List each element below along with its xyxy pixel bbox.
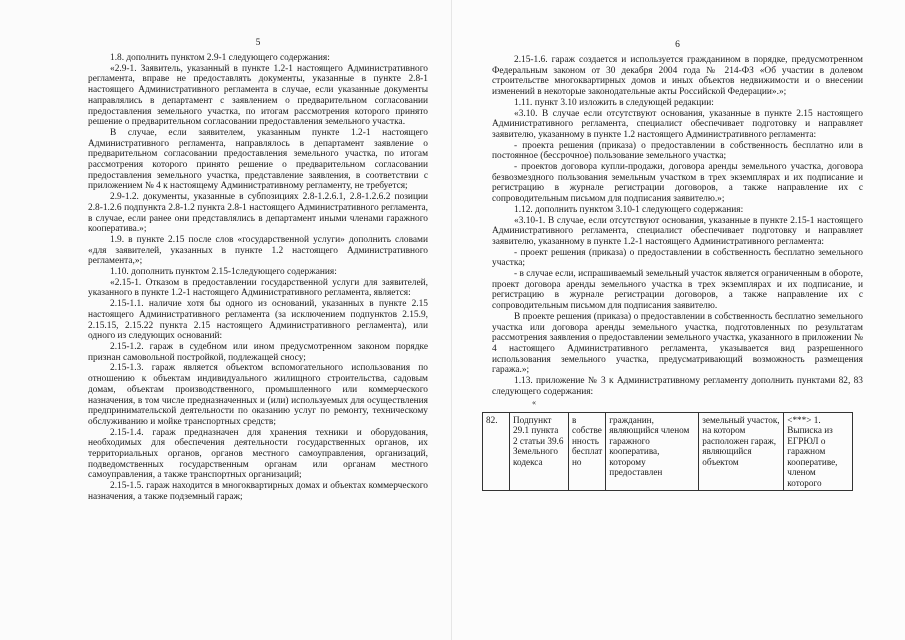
paragraph: 2.15-1.5. гараж находится в многоквартирных домах и объектах коммерческого назначения, а также подземный гараж; [88, 481, 428, 502]
paragraph: 2.9-1.2. документы, указанные в субпозициях 2.8-1.2.6.1, 2.8-1.2.6.2 позиции 2.8-1.2.6 подпункта 2.8-1.2 пункта 2.8-1 настоящего Административного регламента, в случае, если ранее они представлялись в департамент иными членами гаражного кооператива.»; [88, 192, 428, 235]
paragraph: «3.10-1. В случае, если отсутствуют основания, указанные в пункте 2.15-1 настоящего Административного регламента, специалист обеспечивает подготовку и направляет заявителю, указанному в пункте 1.2-1 настоящего Административного регламента: [492, 215, 863, 247]
table-row [483, 412, 853, 491]
table-cell-num: 82. [483, 412, 510, 491]
table-cell-applicant: гражданин, являющийся членом гаражного кооператива, которому предоставлен [606, 412, 699, 491]
paragraph: 2.15-1.1. наличие хотя бы одного из оснований, указанных в пункте 2.15 настоящего Административного регламента (за исключением подпунктов 2.15.9, 2.15.15, 2.15.22 пункта 2.15 настоящего Административного регламента), или одного из следующих оснований: [88, 299, 428, 342]
paragraph: «3.10. В случае если отсутствуют основания, указанные в пункте 2.15 настоящего Административного регламента, специалист обеспечивает подготовку и направляет заявителю, указанному в пункте 1.2 настоящего Административного регламента: [492, 108, 863, 140]
appendix-table [482, 412, 853, 492]
paragraph: 2.15-1.4. гараж предназначен для хранения техники и оборудования, необходимых для обеспечения деятельности государственных органов, их территориальных органов, органов местного самоуправления, организаций, подведомственных государственным органам или органам местного самоуправления, а также транспортных организаций; [88, 427, 428, 481]
paragraph: 1.13. приложение № 3 к Административному регламенту дополнить пунктами 82, 83 следующего содержания: [492, 376, 863, 397]
page-right [452, 0, 905, 640]
paragraph: В случае, если заявителем, указанным пункте 1.2-1 настоящего Административного регламента, направлялось в департамент заявление о предварительном согласовании предоставления земельного участка, по итогам рассмотрения которого принято решение о предварительном согласовании предоставления земельного участка, представление заявления, в соответствии с приложением № 4 к настоящему Административному регламенту, не требуется; [88, 127, 428, 192]
paragraph: 2.15-1.2. гараж в судебном или ином предусмотренном законом порядке признан самовольной постройкой, подлежащей сносу; [88, 341, 428, 363]
paragraph: - проект решения (приказа) о предоставлении в собственность бесплатно земельного участка; [492, 247, 863, 269]
page-number: 6 [675, 40, 680, 50]
paragraph: В проекте решения (приказа) о предоставлении в собственность бесплатно земельного участка или договора аренды земельного участка, подготовленных по результатам рассмотрения заявления о предоставлении земельного участка, указанного в приложении № 4 настоящего Административного регламента, указывается вид разрешенного использования земельного участка, предусматривающий возможность размещения гаража.»; [492, 311, 863, 376]
table-cell-docs: <***> 1. Выписка из ЕГРЮЛ о гаражном кооперативе, членом которого [784, 412, 853, 491]
paragraph: 1.10. дополнить пунктом 2.15-1следующего содержания: [110, 267, 337, 278]
paragraph: - проектов договора купли-продажи, договора аренды земельного участка, договора безвозмездного пользования земельным участком в трех экземплярах и их подписание и регистрацию в журнале регистрации договоров, а также направление их с сопроводительным письмом для подписания заявителю.»; [492, 162, 863, 205]
paragraph: 2.15-1.6. гараж создается и используется гражданином в порядке, предусмотренном Федеральным законом от 30 декабря 2004 года № 214-ФЗ «Об участии в долевом строительстве многоквартирных домов и иных объектов недвижимости и о внесении изменений в некоторые законодательные акты Российской Федерации».»; [492, 55, 863, 98]
table-open-quote: « [532, 397, 536, 407]
paragraph: 2.15-1.3. гараж является объектом вспомогательного использования по отношению к объектам индивидуального жилищного строительства, садовым домам, объектам производственного, промышленного или коммерческого назначения, в том числе предназначенных и (или) используемых для осуществления предпринимательской деятельности по оказанию услуг по ремонту, техническому обслуживанию и мойке транспортных средств; [88, 363, 428, 427]
page-left [0, 0, 452, 640]
page-number: 5 [255, 38, 261, 48]
paragraph: - в случае если, испрашиваемый земельный участок является ограниченным в обороте, проект договора аренды земельного участка в трех экземплярах и их подписание, и регистрацию в журнале регистрации договоров, а также направление их с сопроводительным письмом для подписания заявителю. [492, 269, 863, 312]
paragraph: «2.15-1. Отказом в предоставлении государственной услуги для заявителей, указанного в пункте 1.2-1 настоящего Административного регламента, является: [88, 277, 428, 299]
paragraph: 1.12. дополнить пунктом 3.10-1 следующего содержания: [514, 204, 744, 215]
paragraph: - проекта решения (приказа) о предоставлении в собственность бесплатно или в постоянное (бессрочное) пользование земельного участка; [492, 140, 863, 162]
paragraph: 1.9. в пункте 2.15 после слов «государственной услуги» дополнить словами «для заявителей, указанных в пункте 1.2 настоящего Административного регламента,»; [88, 234, 428, 267]
paragraph: «2.9-1. Заявитель, указанный в пункте 1.2-1 настоящего Административного регламента, вправе не предоставлять документы, указанные в пункте 2.8-1 настоящего Административного регламента в случае, если указанные документы направлялись в департамент с заявлением о предварительном согласовании предоставления земельного участка, по итогам рассмотрения которого принято решение о предварительном согласовании предоставления земельного участка. [88, 63, 428, 128]
table-cell-basis: Подпункт 29.1 пункта 2 статьи 39.6 Земельного кодекса [510, 412, 569, 491]
table-cell-kind: в собстве нность бесплат но [569, 412, 606, 491]
table-cell-object: земельный участок, на котором расположен гараж, являющийся объектом [699, 412, 784, 491]
paragraph: 1.8. дополнить пунктом 2.9-1 следующего содержания: [110, 53, 330, 63]
paragraph: 1.11. пункт 3.10 изложить в следующей редакции: [514, 97, 714, 108]
